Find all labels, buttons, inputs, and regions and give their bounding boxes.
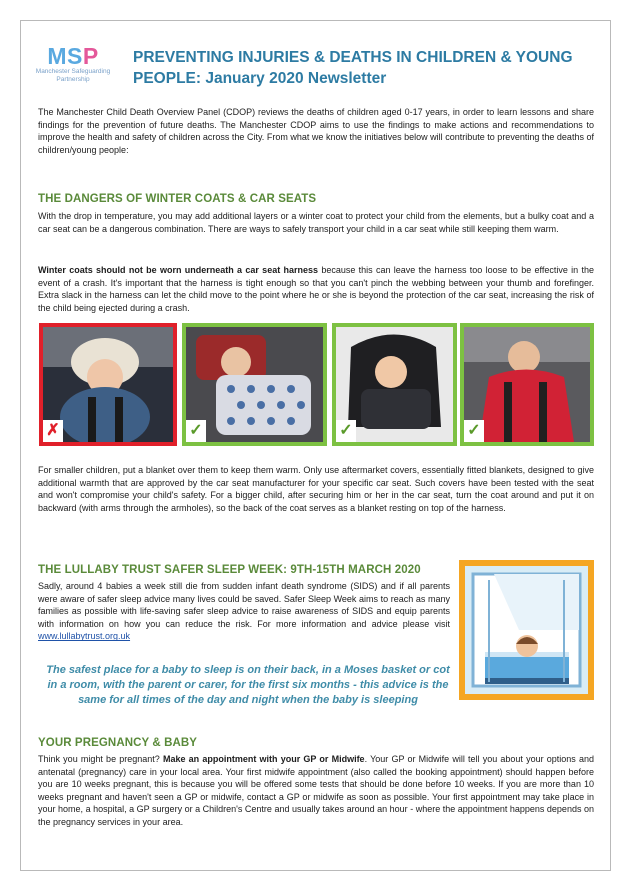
baby-with-blanket-image (186, 327, 323, 442)
check-mark-icon: ✓ (464, 420, 484, 442)
lullaby-trust-link[interactable]: www.lullabytrust.org.uk (38, 631, 131, 642)
safer-sleep-para (38, 580, 450, 643)
intro-paragraph: The Manchester Child Death Overview Panel (CDOP) reviews the deaths of children aged 0-17 years, in order to learn lessons and share findings for the prevention of future deaths. The Manchester CDOP aims to use the findings to make actions and recommendations to improve the health and safety of children across the City. From what we know the initiatives below will contribute to preventing the deaths of children/young people: (38, 107, 594, 155)
logo-tagline-1: Manchester Safeguarding (35, 68, 111, 75)
pregnancy-appointment-advice: Make an appointment with your GP or Midwife (162, 754, 365, 764)
safer-sleep-text: Sadly, around 4 babies a week still die from sudden infant death syndrome (SIDS) and if all parents were aware of safer sleep advice many lives could be saved. Safer Sleep Week aims to reach as many families as possible with life-saving safer sleep advice to raise awareness of SIDS and equip parents with information on how you can reduce the risk. For more information and advice please visit (38, 581, 450, 629)
car-seat-photo-bulky-coat (39, 323, 177, 446)
car-seat-photo-blanket (182, 323, 327, 446)
pregnancy-heading: YOUR PREGNANCY & BABY (38, 737, 198, 749)
winter-coats-warning: Winter coats should not be worn underneath a car seat harness (38, 265, 319, 275)
winter-coats-para3: For smaller children, put a blanket over them to keep them warm. Only use aftermarket covers, essentially fitted blankets, designed to give additional warmth that are approved by the car seat manufacturer for your specific car seat. Such covers have been tested with the seat and won't compromise your child's safety. For a bigger child, after securing him or her in the car seat, turn the coat around and put it on backward (with arms through the armholes), so the back of the coat serves as a blanket resting on top of the harness. (38, 465, 594, 513)
safe-sleep-quote: The safest place for a baby to sleep is on their back, in a Moses basket or cot in a room, with the parent or carer, for the first six months - this advice is the same for all times of the day and night when the baby is sleeping (46, 664, 450, 706)
safer-sleep-heading: THE LULLABY TRUST SAFER SLEEP WEEK: 9TH-15TH MARCH 2020 (38, 564, 421, 576)
title-line-1: PREVENTING INJURIES & DEATHS IN CHILDREN & YOUNG (133, 49, 573, 66)
winter-coats-heading: THE DANGERS OF WINTER COATS & CAR SEATS (38, 193, 317, 205)
car-seat-photo-cover (332, 323, 457, 446)
pregnancy-para (38, 753, 594, 829)
logo-letter-s: S (66, 43, 83, 69)
winter-coats-para1: With the drop in temperature, you may add additional layers or a winter coat to protect your child from the elements, but a bulky coat and a car seat can be a dangerous combination. There are ways to safely transport your child in a car seat while still keeping them warm. (38, 211, 594, 234)
winter-coats-para2 (38, 264, 594, 314)
pregnancy-text-rest: . Your GP or Midwife will tell you about your options and antenatal (pregnancy) care in your local area. Your first midwife appointment (also called the booking appointment) should happen before you are 10 weeks pregnant, this is because you will be offered some tests that should be done before 10 weeks. If you are more than 10 weeks pregnant and haven't seen a GP or midwife, contact a GP or midwife as soon as possible. Your first appointment may take place in your home, a hospital, a GP surgery or a Children's Centre and usually takes around an hour - where the appointment happens depends on the pregnancy services in your area. (38, 754, 594, 827)
title-line-2: PEOPLE: January 2020 Newsletter (133, 70, 387, 87)
logo-letter-p: P (82, 43, 99, 69)
pregnancy-text-start: Think you might be pregnant? (38, 754, 163, 764)
check-mark-icon: ✓ (336, 420, 356, 442)
logo-tagline-2: Partnership (56, 76, 90, 83)
cot-icon (459, 560, 594, 700)
check-mark-icon: ✓ (186, 420, 206, 442)
baby-in-cot-illustration (459, 560, 594, 700)
car-seat-photo-backward-coat (460, 323, 594, 446)
cross-mark-icon: ✗ (43, 420, 63, 442)
winter-coats-para2-rest: because this can leave the harness too loose to be effective in the event of a crash. It's important that the harness is tight enough so that you can't pinch the webbing between your thumb and forefinger. Extra slack in the harness can let the child move to the point where he or she is beyond the protection of the car seat, increasing the risk of the child being ejected during a crash. (38, 265, 594, 313)
msp-logo (30, 44, 116, 84)
page-title (133, 47, 603, 89)
logo-letters (47, 43, 98, 69)
logo-letter-m: M (47, 43, 67, 69)
